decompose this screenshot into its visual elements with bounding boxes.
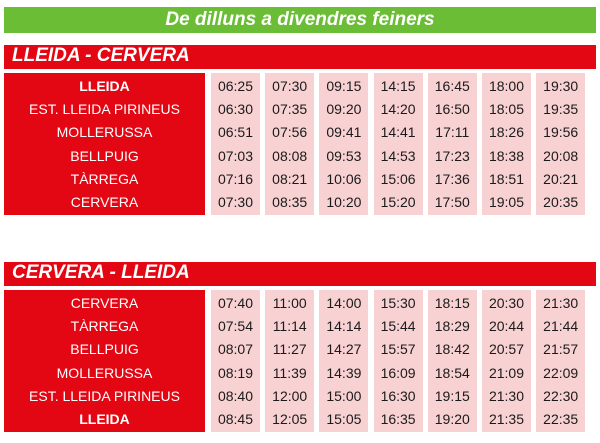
departure-time: 18:26 xyxy=(488,124,525,141)
route-header-underline xyxy=(4,67,596,69)
departure-time: 07:30 xyxy=(217,194,254,210)
departure-time: 19:05 xyxy=(488,194,525,210)
route-header-underline xyxy=(4,284,596,286)
departure-time: 20:35 xyxy=(543,194,579,210)
departure-time: 18:05 xyxy=(488,101,525,118)
station-name: BELLPUIG xyxy=(70,341,139,358)
departure-time: 11:27 xyxy=(272,341,307,358)
departure-time: 18:51 xyxy=(488,170,525,187)
departure-time: 20:21 xyxy=(543,170,579,187)
station-name: LLEIDA xyxy=(79,411,130,427)
station-column xyxy=(4,290,205,432)
departure-column xyxy=(374,290,423,432)
station-name: EST. LLEIDA PIRINEUS xyxy=(29,387,180,404)
departure-time: 18:15 xyxy=(434,295,470,311)
departure-time: 06:25 xyxy=(217,78,254,94)
departure-time: 19:15 xyxy=(434,387,470,404)
departure-time: 08:19 xyxy=(217,364,254,381)
departure-time: 08:07 xyxy=(217,341,254,358)
departure-time: 09:20 xyxy=(326,101,362,118)
departure-column xyxy=(536,290,585,432)
departure-column xyxy=(428,290,477,432)
departure-column xyxy=(482,290,531,432)
departure-time: 08:35 xyxy=(272,194,308,210)
departure-time: 15:00 xyxy=(326,387,362,404)
route-section-lleida-cervera xyxy=(4,45,596,210)
departure-time: 15:05 xyxy=(326,411,362,427)
departure-time: 19:56 xyxy=(543,124,579,141)
departure-time: 15:20 xyxy=(380,194,416,210)
departure-time: 17:36 xyxy=(434,170,470,187)
departure-time: 17:11 xyxy=(435,124,470,141)
schedule-day-banner: De dilluns a divendres feiners xyxy=(4,7,596,33)
departure-time: 07:30 xyxy=(272,78,308,94)
departure-time: 10:06 xyxy=(326,170,362,187)
departure-column xyxy=(319,290,368,432)
departure-time: 09:41 xyxy=(326,124,362,141)
departure-time: 08:40 xyxy=(217,387,254,404)
departure-time: 15:44 xyxy=(380,318,416,335)
departure-time: 20:57 xyxy=(488,341,525,358)
departure-time: 15:57 xyxy=(380,341,416,358)
departure-time: 09:15 xyxy=(326,78,362,94)
station-name: TÀRREGA xyxy=(70,170,139,187)
departure-time: 20:08 xyxy=(543,147,579,164)
departure-time: 16:30 xyxy=(380,387,416,404)
departure-time: 21:57 xyxy=(543,341,579,358)
station-name: EST. LLEIDA PIRINEUS xyxy=(29,101,180,118)
departure-column xyxy=(211,290,260,432)
departure-time: 18:42 xyxy=(434,341,470,358)
departure-time: 06:51 xyxy=(217,124,254,141)
departure-time: 14:00 xyxy=(326,295,362,311)
departure-time: 12:05 xyxy=(272,411,308,427)
departure-time: 07:35 xyxy=(272,101,308,118)
departure-column xyxy=(482,73,531,215)
departure-column xyxy=(536,73,585,215)
station-name: TÀRREGA xyxy=(70,318,139,335)
departure-time: 16:09 xyxy=(380,364,416,381)
departure-time: 14:14 xyxy=(326,318,362,335)
departure-column xyxy=(374,73,423,215)
station-name: CERVERA xyxy=(70,194,139,210)
departure-time: 14:39 xyxy=(326,364,362,381)
departure-time: 22:35 xyxy=(543,411,579,427)
departure-time: 18:38 xyxy=(488,147,525,164)
departure-time: 21:44 xyxy=(543,318,579,335)
departure-time: 22:09 xyxy=(543,364,579,381)
timetable xyxy=(4,290,596,432)
departure-time: 19:20 xyxy=(434,411,470,427)
route-section-cervera-lleida xyxy=(4,262,596,427)
departure-time: 07:40 xyxy=(217,295,254,311)
departure-time: 07:16 xyxy=(217,170,254,187)
departure-time: 14:53 xyxy=(380,147,416,164)
departure-time: 14:41 xyxy=(380,124,416,141)
departure-time: 21:09 xyxy=(488,364,525,381)
departure-time: 07:56 xyxy=(272,124,308,141)
departure-time: 22:30 xyxy=(543,387,579,404)
departure-time: 20:30 xyxy=(488,295,525,311)
departure-time: 08:45 xyxy=(217,411,254,427)
departure-time: 20:44 xyxy=(488,318,525,335)
station-name: BELLPUIG xyxy=(70,147,139,164)
departure-time: 10:20 xyxy=(326,194,362,210)
departure-column xyxy=(265,290,314,432)
route-title: CERVERA - LLEIDA xyxy=(12,262,190,283)
station-name: MOLLERUSSA xyxy=(56,364,153,381)
departure-time: 21:30 xyxy=(488,387,525,404)
departure-time: 14:15 xyxy=(380,78,416,94)
departure-time: 16:45 xyxy=(434,78,470,94)
station-name: MOLLERUSSA xyxy=(56,124,153,141)
station-name: LLEIDA xyxy=(79,78,130,94)
departure-time: 08:08 xyxy=(272,147,308,164)
departure-time: 14:20 xyxy=(380,101,416,118)
route-title: LLEIDA - CERVERA xyxy=(12,45,190,66)
station-column xyxy=(4,73,205,215)
departure-time: 15:30 xyxy=(380,295,416,311)
departure-time: 19:35 xyxy=(543,101,579,118)
departure-time: 16:35 xyxy=(380,411,416,427)
departure-time: 18:54 xyxy=(434,364,470,381)
departure-time: 09:53 xyxy=(326,147,362,164)
departure-time: 11:00 xyxy=(272,295,307,311)
station-name: CERVERA xyxy=(70,295,139,311)
route-header xyxy=(4,262,596,286)
route-header xyxy=(4,45,596,69)
departure-column xyxy=(319,73,368,215)
departure-time: 21:35 xyxy=(488,411,525,427)
departure-time: 17:23 xyxy=(434,147,470,164)
departure-time: 07:54 xyxy=(217,318,254,335)
departure-time: 15:06 xyxy=(380,170,416,187)
departure-time: 18:29 xyxy=(434,318,470,335)
departure-column xyxy=(211,73,260,215)
timetable xyxy=(4,73,596,215)
departure-time: 11:14 xyxy=(272,318,307,335)
departure-time: 11:39 xyxy=(272,364,307,381)
departure-column xyxy=(428,73,477,215)
departure-time: 07:03 xyxy=(217,147,254,164)
departure-time: 14:27 xyxy=(326,341,362,358)
departure-time: 19:30 xyxy=(543,78,579,94)
departure-time: 06:30 xyxy=(217,101,254,118)
departure-time: 08:21 xyxy=(272,170,308,187)
departure-time: 18:00 xyxy=(488,78,525,94)
departure-column xyxy=(265,73,314,215)
departure-time: 21:30 xyxy=(543,295,579,311)
departure-time: 16:50 xyxy=(434,101,470,118)
departure-time: 17:50 xyxy=(434,194,470,210)
departure-time: 12:00 xyxy=(272,387,308,404)
